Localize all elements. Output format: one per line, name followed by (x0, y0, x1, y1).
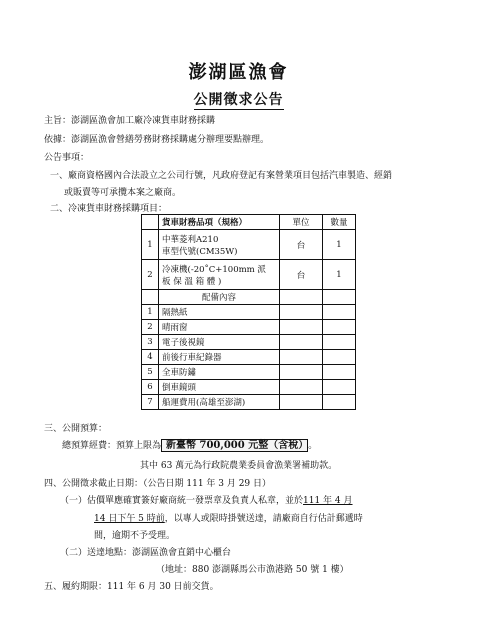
deadline-p2: （二）送達地點：澎湖區漁會直銷中心櫃台 (60, 548, 232, 558)
equip-desc: 全車防鏽 (159, 365, 280, 380)
row-desc (159, 260, 280, 290)
row-number: 1 (142, 230, 159, 260)
equip-qty (323, 380, 356, 395)
row-number: 2 (142, 260, 159, 290)
equip-desc: 電子後視鏡 (159, 335, 280, 350)
table-header-row (142, 215, 356, 230)
budget-label: 總預算經費：預算上限為 (62, 441, 162, 451)
equip-number: 5 (142, 365, 159, 380)
equip-qty (323, 320, 356, 335)
deadline-p1-a-text: （一）估價單應確實簽好廠商統一發票章及負責人私章，並於 (60, 496, 304, 506)
equip-number: 7 (142, 395, 159, 410)
deadline-date-a: 111 年 4 月 (303, 496, 353, 506)
equip-qty (323, 335, 356, 350)
equip-row (142, 395, 356, 410)
deadline-date-b: 14 日下午 5 時前 (94, 514, 165, 524)
term-line: 五、履約期限：111 年 6 月 30 日前交貨。 (44, 582, 219, 592)
equip-qty (323, 365, 356, 380)
equip-qty (323, 350, 356, 365)
procurement-table (141, 214, 356, 410)
equip-desc: 隔熱紙 (159, 305, 280, 320)
header-qty: 數量 (323, 215, 356, 230)
equip-number: 1 (142, 305, 159, 320)
equip-row (142, 380, 356, 395)
header-unit: 單位 (280, 215, 323, 230)
equip-desc: 船運費用(高雄至澎湖) (159, 395, 280, 410)
section-blank (142, 290, 159, 305)
equip-unit (280, 320, 323, 335)
row-desc-a: 冷凍機(-20˚C+100mm 派 (162, 264, 266, 275)
item1-line-b: 或販賣等可承攬本案之廠商。 (64, 188, 182, 198)
deadline-heading: 四、公開徵求截止日期：（公告日期 111 年 3 月 29 日） (44, 479, 272, 489)
budget-amount: 新臺幣 700,000 元整（含稅） (161, 439, 308, 452)
equip-unit (280, 335, 323, 350)
equip-qty (323, 395, 356, 410)
deadline-p1-b (94, 513, 363, 525)
row-unit: 台 (280, 230, 323, 260)
table-row (142, 230, 356, 260)
budget-note: 其中 63 萬元為行政院農業委員會漁業署補助款。 (140, 461, 338, 471)
budget-end: 。 (308, 441, 318, 451)
equip-number: 3 (142, 335, 159, 350)
section-row (142, 290, 356, 305)
equip-desc: 倒車鏡頭 (159, 380, 280, 395)
item2-line: 二、冷凍貨車財務採購項目： (50, 204, 168, 214)
notice-title-text: 公開徵求公告 (193, 92, 284, 108)
equip-qty (323, 305, 356, 320)
notice-title (0, 89, 477, 109)
equip-number: 4 (142, 350, 159, 365)
row-desc-b: 板 保 溫 箱 體 ) (162, 276, 222, 287)
item1-line-a: 一、廠商資格國內合法設立之公司行號，凡政府登記有案營業項目包括汽車製造、經銷 (50, 171, 393, 181)
basis-line: 依據：澎湖區漁會營繕勞務財務採購處分辦理要點辦理。 (44, 135, 270, 145)
equip-row (142, 350, 356, 365)
header-item: 貨車財務品項（規格） (159, 215, 280, 230)
deadline-p1-c: 間，逾期不予受理。 (94, 531, 176, 541)
equip-unit (280, 305, 323, 320)
table-row (142, 260, 356, 290)
notice-heading: 公告事項： (44, 153, 90, 163)
header-blank (142, 215, 159, 230)
row-qty: 1 (323, 230, 356, 260)
budget-heading: 三、公開預算： (44, 424, 108, 434)
row-desc-a: 中華菱利A210 (162, 234, 219, 245)
equip-number: 6 (142, 380, 159, 395)
equip-unit (280, 365, 323, 380)
equip-unit (280, 395, 323, 410)
equip-number: 2 (142, 320, 159, 335)
delivery-address: （地址：880 澎湖縣馬公市漁港路 50 號 1 樓） (156, 565, 349, 575)
org-title: 澎湖區漁會 (188, 62, 289, 83)
row-qty: 1 (323, 260, 356, 290)
section-qty (323, 290, 356, 305)
equip-row (142, 365, 356, 380)
equip-desc: 晴雨窗 (159, 320, 280, 335)
section-unit (280, 290, 323, 305)
equip-row (142, 335, 356, 350)
deadline-p1-a (60, 495, 353, 507)
equip-desc: 前後行車紀錄器 (159, 350, 280, 365)
row-unit: 台 (280, 260, 323, 290)
deadline-p1-b-text: ，以專人或限時掛號送達，請廠商自行估計郵遞時 (164, 514, 363, 524)
equip-row (142, 320, 356, 335)
section-label: 配備內容 (159, 290, 280, 305)
equip-unit (280, 350, 323, 365)
equip-row (142, 305, 356, 320)
subject-line: 主旨：澎湖區漁會加工廠冷凍貨車財務採購 (44, 116, 216, 126)
row-desc (159, 230, 280, 260)
row-desc-b: 車型代號(CM35W) (162, 246, 238, 257)
budget-line (62, 440, 317, 452)
equip-unit (280, 380, 323, 395)
